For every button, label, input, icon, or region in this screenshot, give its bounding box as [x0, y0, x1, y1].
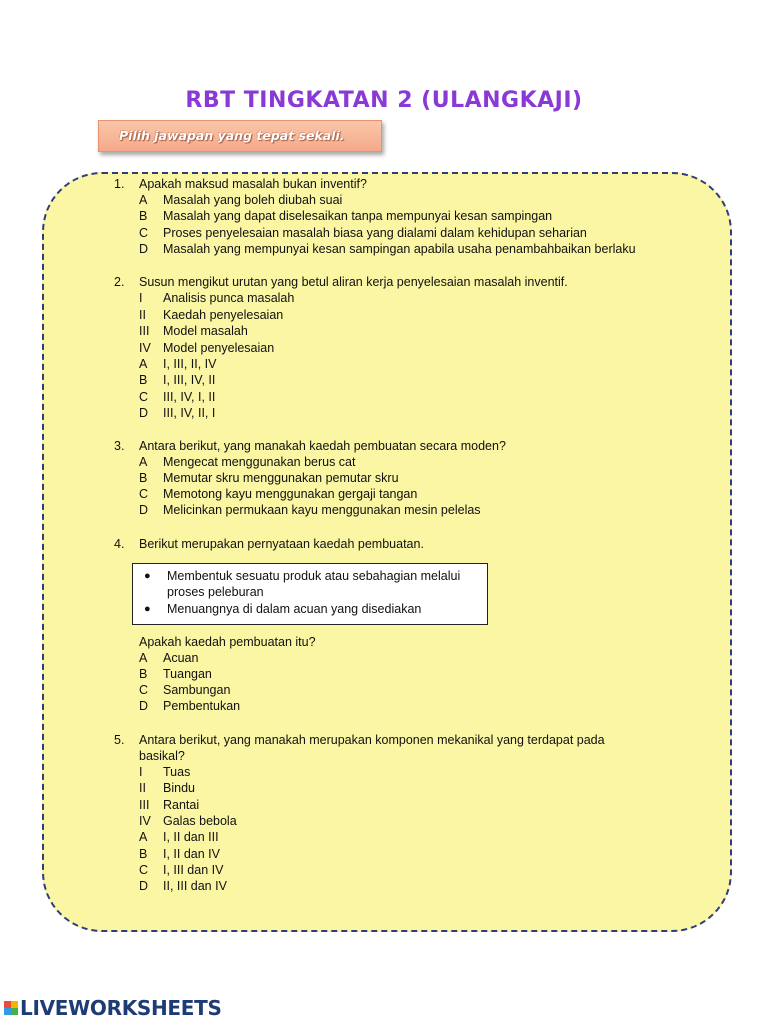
option-label: D	[139, 879, 149, 893]
bullet-icon: ●	[144, 603, 151, 615]
option-text[interactable]: III, IV, I, II	[163, 390, 216, 404]
question-number: 1.	[114, 177, 125, 191]
item-label: I	[139, 291, 143, 305]
option-text[interactable]: II, III dan IV	[163, 879, 227, 893]
option-label: D	[139, 699, 149, 713]
logo-text: LIVEWORKSHEETS	[20, 996, 222, 1020]
item-label: II	[139, 308, 146, 322]
option-text[interactable]: Proses penyelesaian masalah biasa yang dialami dalam kehidupan seharian	[163, 226, 587, 240]
statement-text: Membentuk sesuatu produk atau sebahagian melalui	[167, 569, 461, 583]
option-text[interactable]: Melicinkan permukaan kayu menggunakan mesin pelelas	[163, 503, 481, 517]
option-label: A	[139, 357, 148, 371]
item-text: Model penyelesaian	[163, 341, 275, 355]
item-label: II	[139, 781, 146, 795]
item-label: III	[139, 798, 150, 812]
option-text[interactable]: I, II dan IV	[163, 847, 220, 861]
option-label: C	[139, 390, 149, 404]
option-text[interactable]: Mengecat menggunakan berus cat	[163, 455, 356, 469]
option-text[interactable]: III, IV, II, I	[163, 406, 216, 420]
question-number: 3.	[114, 439, 125, 453]
option-text[interactable]: I, III, II, IV	[163, 357, 217, 371]
option-text[interactable]: I, III, IV, II	[163, 373, 216, 387]
option-label: C	[139, 226, 149, 240]
question-text: Antara berikut, yang manakah merupakan komponen mekanikal yang terdapat pada	[139, 733, 605, 747]
logo-square	[11, 1008, 18, 1015]
option-text[interactable]: Masalah yang dapat diselesaikan tanpa mempunyai kesan sampingan	[163, 209, 553, 223]
logo-square	[4, 1001, 11, 1008]
option-label: D	[139, 242, 149, 256]
option-text[interactable]: Tuangan	[163, 667, 212, 681]
option-label: A	[139, 830, 148, 844]
statement-box	[132, 563, 488, 625]
subquestion-text: Apakah kaedah pembuatan itu?	[139, 635, 316, 649]
option-label: B	[139, 373, 148, 387]
option-text[interactable]: Sambungan	[163, 683, 231, 697]
option-label: C	[139, 683, 149, 697]
worksheet-title: RBT TINGKATAN 2 (ULANGKAJI)	[185, 88, 583, 113]
option-label: B	[139, 209, 148, 223]
option-label: A	[139, 193, 148, 207]
option-text[interactable]: Acuan	[163, 651, 199, 665]
option-text[interactable]: Masalah yang boleh diubah suai	[163, 193, 343, 207]
item-text: Analisis punca masalah	[163, 291, 295, 305]
question-text-continued: basikal?	[139, 749, 185, 763]
option-text[interactable]: I, II dan III	[163, 830, 219, 844]
statement-text: proses peleburan	[167, 585, 264, 599]
logo-square	[4, 1008, 11, 1015]
option-label: B	[139, 471, 148, 485]
option-label: D	[139, 503, 149, 517]
item-text: Model masalah	[163, 324, 248, 338]
option-text[interactable]: Pembentukan	[163, 699, 241, 713]
option-text[interactable]: I, III dan IV	[163, 863, 224, 877]
option-label: A	[139, 651, 148, 665]
option-label: B	[139, 847, 148, 861]
option-label: C	[139, 487, 149, 501]
question-text: Antara berikut, yang manakah kaedah pembuatan secara moden?	[139, 439, 506, 453]
option-text[interactable]: Memutar skru menggunakan pemutar skru	[163, 471, 399, 485]
question-text: Susun mengikut urutan yang betul aliran kerja penyelesaian masalah inventif.	[139, 275, 568, 289]
question-number: 5.	[114, 733, 125, 747]
item-label: IV	[139, 341, 151, 355]
item-text: Bindu	[163, 781, 195, 795]
option-label: A	[139, 455, 148, 469]
option-text[interactable]: Masalah yang mempunyai kesan sampingan apabila usaha penambahbaikan berlaku	[163, 242, 636, 256]
question-text: Berikut merupakan pernyataan kaedah pembuatan.	[139, 537, 424, 551]
question-number: 4.	[114, 537, 125, 551]
option-label: B	[139, 667, 148, 681]
item-text: Tuas	[163, 765, 191, 779]
instruction-text: Pilih jawapan yang tepat sekali.	[119, 128, 345, 143]
item-text: Rantai	[163, 798, 200, 812]
liveworksheets-logo[interactable]	[4, 996, 222, 1020]
bullet-icon: ●	[144, 570, 151, 582]
item-label: IV	[139, 814, 151, 828]
item-text: Kaedah penyelesaian	[163, 308, 284, 322]
logo-mark-icon	[4, 1001, 18, 1015]
item-text: Galas bebola	[163, 814, 237, 828]
item-label: I	[139, 765, 143, 779]
option-label: C	[139, 863, 149, 877]
option-text[interactable]: Memotong kayu menggunakan gergaji tangan	[163, 487, 418, 501]
item-label: III	[139, 324, 150, 338]
question-text: Apakah maksud masalah bukan inventif?	[139, 177, 367, 191]
question-number: 2.	[114, 275, 125, 289]
logo-square	[11, 1001, 18, 1008]
option-label: D	[139, 406, 149, 420]
statement-text: Menuangnya di dalam acuan yang disediakan	[167, 602, 422, 616]
